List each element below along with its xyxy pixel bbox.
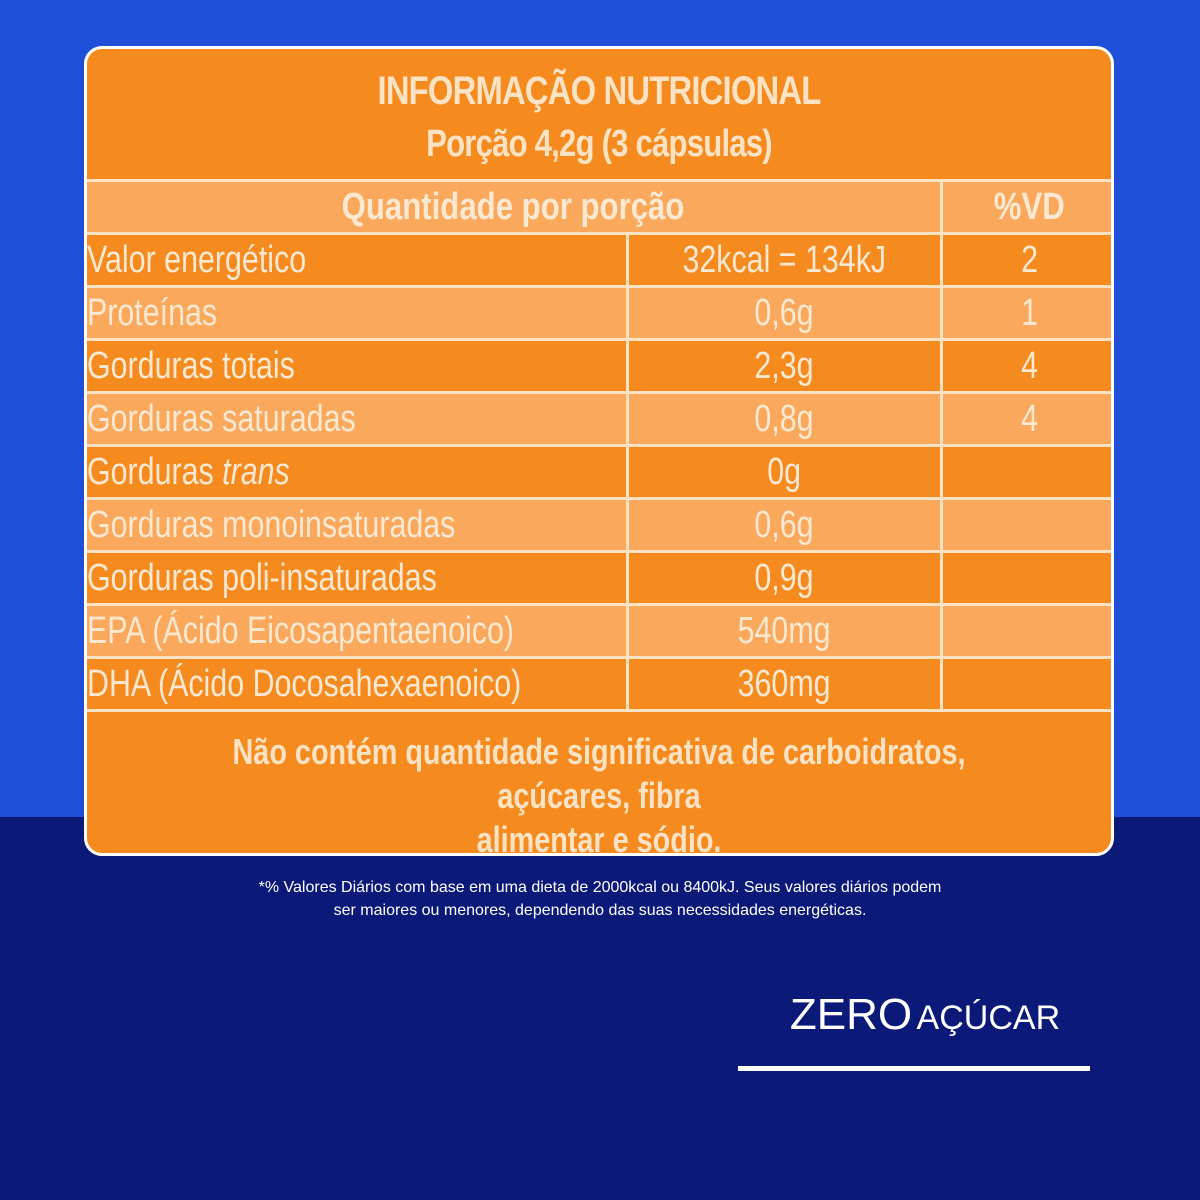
header-quantity: Quantidade por porção bbox=[87, 181, 941, 234]
row-name: Gorduras poli-insaturadas bbox=[87, 552, 627, 605]
row-name: DHA (Ácido Docosahexaenoico) bbox=[87, 658, 627, 711]
table-row bbox=[87, 605, 1114, 658]
panel-title: INFORMAÇÃO NUTRICIONAL bbox=[377, 69, 821, 113]
row-value: 360mg bbox=[627, 658, 941, 711]
row-vd bbox=[941, 605, 1114, 658]
badge-underline bbox=[738, 1066, 1090, 1071]
row-name: Gorduras saturadas bbox=[87, 393, 627, 446]
row-name: Gorduras trans bbox=[87, 446, 627, 499]
disclaimer bbox=[200, 876, 1000, 922]
row-name: Gorduras monoinsaturadas bbox=[87, 499, 627, 552]
panel-header bbox=[87, 49, 1111, 179]
table-row bbox=[87, 234, 1114, 287]
row-value: 0,6g bbox=[627, 287, 941, 340]
row-value: 0,9g bbox=[627, 552, 941, 605]
table-row bbox=[87, 446, 1114, 499]
table-row bbox=[87, 393, 1114, 446]
disclaimer-line-1: *% Valores Diários com base em uma dieta de 2000kcal ou 8400kJ. Seus valores diários podem bbox=[258, 879, 942, 896]
row-vd: 4 bbox=[941, 393, 1114, 446]
row-vd: 1 bbox=[941, 287, 1114, 340]
header-vd: %VD bbox=[941, 181, 1114, 234]
row-name: Proteínas bbox=[87, 287, 627, 340]
badge-small-text: AÇÚCAR bbox=[916, 999, 1061, 1037]
row-value: 0,8g bbox=[627, 393, 941, 446]
row-name: EPA (Ácido Eicosapentaenoico) bbox=[87, 605, 627, 658]
row-name: Gorduras totais bbox=[87, 340, 627, 393]
nutrition-panel bbox=[84, 46, 1114, 856]
table-row bbox=[87, 340, 1114, 393]
table-header-row bbox=[87, 181, 1114, 234]
panel-portion: Porção 4,2g (3 cápsulas) bbox=[426, 123, 772, 165]
row-name-italic: trans bbox=[222, 451, 290, 493]
table-row bbox=[87, 552, 1114, 605]
row-value: 32kcal = 134kJ bbox=[627, 234, 941, 287]
zero-sugar-badge bbox=[760, 990, 1090, 1040]
table-row bbox=[87, 287, 1114, 340]
row-name: Valor energético bbox=[87, 234, 627, 287]
nutrition-table bbox=[87, 179, 1114, 712]
row-vd: 2 bbox=[941, 234, 1114, 287]
badge-big-text: ZERO bbox=[789, 990, 913, 1039]
row-vd bbox=[941, 446, 1114, 499]
row-value: 0,6g bbox=[627, 499, 941, 552]
panel-note-line-1: Não contém quantidade significativa de carboidratos, açúcares, fibra bbox=[232, 731, 966, 816]
disclaimer-line-2: ser maiores ou menores, dependendo das suas necessidades energéticas. bbox=[333, 902, 867, 919]
row-value: 0g bbox=[627, 446, 941, 499]
panel-note-line-2: alimentar e sódio. bbox=[476, 819, 722, 856]
row-vd: 4 bbox=[941, 340, 1114, 393]
table-row bbox=[87, 499, 1114, 552]
row-value: 2,3g bbox=[627, 340, 941, 393]
row-vd bbox=[941, 552, 1114, 605]
row-vd bbox=[941, 499, 1114, 552]
panel-note bbox=[87, 702, 1111, 856]
row-value: 540mg bbox=[627, 605, 941, 658]
